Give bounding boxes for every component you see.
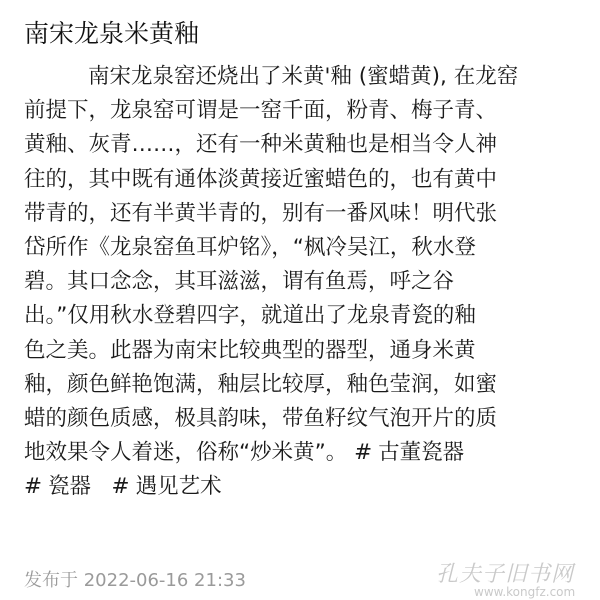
hashtag-meet-art[interactable] <box>112 474 222 499</box>
hashtag-label: 瓷器 <box>48 474 92 500</box>
post-title: 南宋龙泉米黄釉 <box>24 19 200 48</box>
body-line-3: 黄釉、灰青……，还有一种米黄釉也是相当令人神 <box>24 132 498 158</box>
body-line-12 <box>24 436 576 470</box>
body-line-4: 往的，其中既有通体淡黄接近蜜蜡色的，也有黄中 <box>24 166 498 192</box>
body-line-7: 碧。其口念念，其耳滋滋，谓有鱼焉，呼之谷 <box>24 269 455 295</box>
body-line-9: 色之美。此器为南宋比较典型的器型，通身米黄 <box>24 337 476 363</box>
hashtag-symbol: # <box>111 474 130 500</box>
post-body <box>24 60 576 504</box>
body-line-13 <box>24 470 576 504</box>
body-line-6: 岱所作《龙泉窑鱼耳炉铭》，“枫冷吴江，秋水登 <box>24 234 476 260</box>
watermark-logo <box>436 561 586 600</box>
publish-timestamp: 发布于 2022-06-16 21:33 <box>24 570 246 591</box>
body-line-1: 南宋龙泉窑还烧出了米黄'釉 (蜜蜡黄), 在龙窑 <box>88 64 519 89</box>
hashtag-label: 遇见艺术 <box>135 474 222 500</box>
body-line-2: 前提下，龙泉窑可谓是一窑千面，粉青、梅子青、 <box>24 98 498 124</box>
hashtag-symbol: # <box>24 474 43 500</box>
watermark-url: www.kongfz.com <box>474 585 576 599</box>
hashtag-label: 古董瓷器 <box>378 440 465 466</box>
body-line-8: 出。”仅用秋水登碧四字，就道出了龙泉青瓷的釉 <box>24 303 476 329</box>
hashtag-symbol: # <box>354 440 373 466</box>
hashtag-antique-porcelain[interactable] <box>354 440 464 465</box>
watermark-main-text: 孔夫子旧书网 <box>436 562 575 587</box>
body-line-11: 蜡的颜色质感，极具韵味，带鱼籽纹气泡开片的质 <box>24 405 498 431</box>
hashtag-porcelain[interactable] <box>24 474 91 499</box>
body-line-12-text: 地效果令人着迷，俗称“炒米黄”。 <box>24 440 348 466</box>
body-line-5: 带青的，还有半黄半青的，别有一番风味！明代张 <box>24 200 498 226</box>
body-line-10: 釉，颜色鲜艳饱满，釉层比较厚，釉色莹润，如蜜 <box>24 371 498 397</box>
